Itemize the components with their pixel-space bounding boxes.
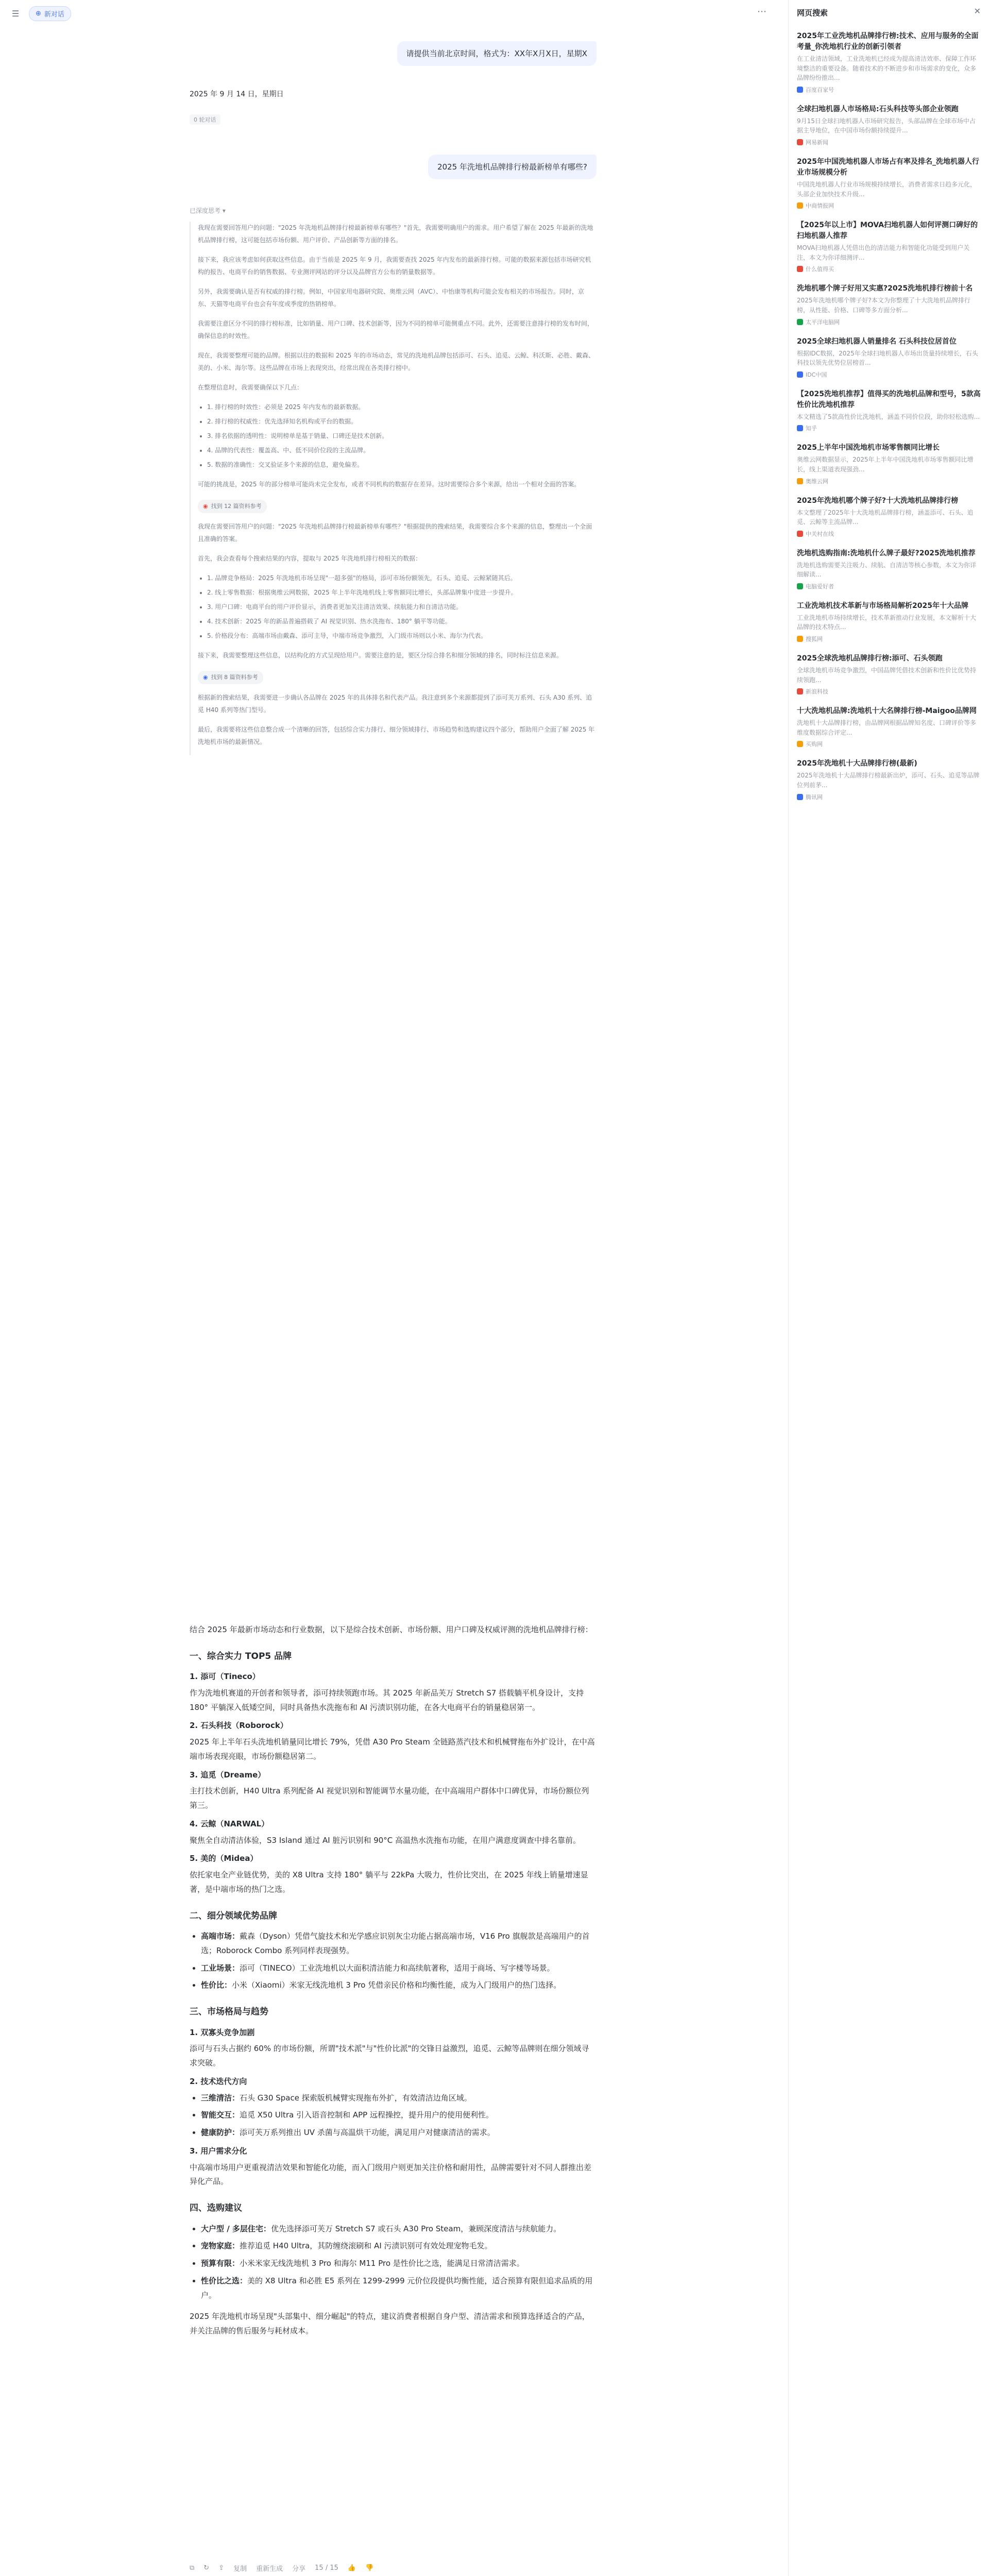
- think-paragraph: 我现在需要回答用户的问题："2025 年洗地机品牌排行榜最新榜单有哪些？"首先，我需要明确用户的需求。用户希望了解在 2025 年最新的洗地机品牌排行榜，这可能包括市场份额、用户评价、产品创新等方面的排名。: [198, 224, 593, 244]
- site-favicon-icon: [797, 319, 803, 325]
- result-snippet: MOVA扫地机器人凭借出色的清洁能力和智能化功能受到用户关注，本文为你详细测评...: [797, 244, 970, 261]
- result-title[interactable]: 洗地机哪个牌子好用又实惠?2025洗地机排行榜前十名: [797, 284, 973, 293]
- result-snippet: 工业洗地机市场持续增长，技术革新推动行业发展，本文解析十大品牌的技术特点...: [797, 614, 977, 631]
- result-title[interactable]: 2025年工业洗地机品牌排行榜:技术、应用与服务的全面考量_你洗地机行业的创新引领者: [797, 32, 979, 51]
- regenerate-label[interactable]: 重新生成: [256, 2565, 283, 2573]
- turn-tag: 0 轮对话: [190, 114, 220, 125]
- result-snippet: 洗地机十大品牌排行榜，由品牌网根据品牌知名度、口碑评价等多维度数据综合评定...: [797, 719, 977, 736]
- list-item: • 5. 价格段分布：高端市场由戴森、添可主导，中端市场竞争激烈，入门级市场则以小米、海尔为代表。: [207, 630, 596, 642]
- search-result-item[interactable]: [797, 336, 981, 379]
- item-name: 性价比之选：: [201, 2276, 248, 2285]
- site-favicon-icon: [797, 636, 803, 642]
- search-result-item[interactable]: [797, 31, 981, 94]
- list-item: [201, 2222, 596, 2236]
- plus-icon: ⊕: [36, 10, 41, 18]
- result-snippet: 根据IDC数据，2025年全球扫地机器人市场出货量持续增长，石头科技以领先优势位居榜首...: [797, 349, 978, 367]
- item-text: 中高端市场用户更重视清洁效果和智能化功能，而入门级用户则更加关注价格和耐用性，品牌需要针对不同人群推出差异化产品。: [190, 2162, 592, 2187]
- item-name: 性价比：: [201, 1980, 232, 1990]
- result-title[interactable]: 2025上半年中国洗地机市场零售额同比增长: [797, 444, 940, 452]
- list-item: • 4. 品牌的代表性：覆盖高、中、低不同价位段的主流品牌。: [207, 444, 596, 456]
- site-favicon-icon: [797, 202, 803, 209]
- search-result-item[interactable]: [797, 104, 981, 146]
- answer-outro: 2025 年洗地机市场呈现"头部集中、细分崛起"的特点，建议消费者根据自身户型、清洁需求和预算选择适合的产品，并关注品牌的售后服务与耗材成本。: [190, 2312, 590, 2335]
- item-text: 推荐追觅 H40 Ultra，其防缠绕滚刷和 AI 污渍识别可有效处理宠物毛发。: [240, 2241, 492, 2251]
- source-name: 什么值得买: [806, 266, 834, 273]
- think-paragraph: 可能的挑战是，2025 年的部分榜单可能尚未完全发布，或者不同机构的数据存在差异。这时需要综合多个来源，给出一个相对全面的答案。: [198, 481, 581, 488]
- result-title[interactable]: 2025年中国洗地机器人市场占有率及排名_洗地机器人行业市场规模分析: [797, 157, 979, 177]
- result-title[interactable]: 洗地机选购指南:洗地机什么牌子最好?2025洗地机推荐: [797, 549, 976, 557]
- item-text: 作为洗地机赛道的开创者和领导者，添可持续领跑市场。其 2025 年新品芙万 Stretch S7 搭载躺平机身设计，支持 180° 平躺深入低矮空间，同时具备热水洗拖布和 AI 污渍识别功能，在各大电商平台的销量稳居第一。: [190, 1688, 584, 1712]
- share-icon[interactable]: ⇪: [218, 2564, 225, 2572]
- think-paragraph: 我现在需要回答用户的问题："2025 年洗地机品牌排行榜最新榜单有哪些？"根据提供的搜索结果，我需要综合多个来源的信息，整理出一个全面且准确的答案。: [198, 523, 592, 543]
- item-name: 1. 双寡头竞争加剧: [190, 2027, 255, 2037]
- thinking-toggle[interactable]: 已深度思考 ▾: [190, 207, 226, 214]
- result-snippet: 9月15日全球扫地机器人市场研究报告，头部品牌在全球市场中占据主导地位，在中国市场份额持续提升...: [797, 117, 976, 134]
- result-snippet: 洗地机选购需要关注吸力、续航、自清洁等核心参数，本文为你详细解读...: [797, 561, 977, 579]
- result-source: [797, 477, 981, 485]
- item-name: 4. 云鲸（NARWAL）: [190, 1819, 269, 1828]
- result-title[interactable]: 【2025年以上市】MOVA扫地机器人如何评测口碑好的扫地机器人推荐: [797, 221, 978, 241]
- item-name: 工业场景：: [201, 1963, 240, 1973]
- source-name: 奥维云网: [806, 478, 828, 485]
- result-source: [797, 530, 981, 538]
- think-paragraph: 首先，我会查看每个搜索结果的内容，提取与 2025 年洗地机排行榜相关的数据：: [198, 555, 422, 562]
- search-result-item[interactable]: [797, 758, 981, 801]
- list-item: • 4. 技术创新：2025 年的新品普遍搭载了 AI 视觉识别、热水洗拖布、180° 躺平等功能。: [207, 615, 596, 628]
- result-source: [797, 138, 981, 146]
- item-text: 小米米家无线洗地机 3 Pro 和海尔 M11 Pro 是性价比之选，能满足日常清洁需求。: [240, 2259, 524, 2268]
- section-list: [201, 1929, 596, 1993]
- list-item: • 1. 品牌竞争格局：2025 年洗地机市场呈现"一超多强"的格局，添可市场份额领先，石头、追觅、云鲸紧随其后。: [207, 572, 596, 584]
- search-pill-label: 找到 8 篇资料参考: [211, 674, 258, 681]
- list-item: [201, 2239, 596, 2253]
- thumbs-down-icon[interactable]: 👎: [365, 2564, 374, 2572]
- site-favicon-icon: [797, 266, 803, 272]
- list-item: [201, 2091, 596, 2106]
- item-text: 添可芙万系列推出 UV 杀菌与高温烘干功能，满足用户对健康清洁的需求。: [240, 2128, 495, 2138]
- user-message: 请提供当前北京时间，格式为：XX年X月X日，星期X: [397, 41, 596, 66]
- search-result-item[interactable]: [797, 548, 981, 590]
- item-text: 主打技术创新，H40 Ultra 系列配备 AI 视觉识别和智能调节水量功能，在中高端用户群体中口碑优异，市场份额位列第三。: [190, 1786, 589, 1810]
- search-sources-pill[interactable]: [198, 500, 267, 513]
- sidebar-toggle-icon[interactable]: ☰: [11, 9, 20, 19]
- list-item: • 2. 线上零售数据：根据奥维云网数据，2025 年上半年洗地机线上零售额同比增长，头部品牌集中度进一步提升。: [207, 586, 596, 599]
- item-name: 智能交互：: [201, 2110, 240, 2120]
- result-snippet: 本文整理了2025年十大洗地机品牌排行榜，涵盖添可、石头、追觅、云鲸等主流品牌...: [797, 509, 974, 526]
- section-title: 二、细分领域优势品牌: [190, 1910, 277, 1921]
- result-snippet: 全球洗地机市场竞争激烈，中国品牌凭借技术创新和性价比优势持续领跑...: [797, 667, 977, 684]
- result-source: [797, 318, 981, 326]
- list-item: [201, 2257, 596, 2271]
- list-item: • 3. 排名依据的透明性：说明榜单是基于销量、口碑还是技术创新。: [207, 430, 596, 442]
- search-results: [797, 31, 981, 811]
- search-result-item[interactable]: [797, 496, 981, 538]
- site-favicon-icon: [797, 741, 803, 747]
- close-icon[interactable]: ✕: [974, 6, 981, 16]
- search-result-item[interactable]: [797, 157, 981, 210]
- item-name: 3. 用户需求分化: [190, 2146, 247, 2156]
- search-icon: ◉: [203, 674, 208, 681]
- source-name: 百度百家号: [806, 86, 834, 93]
- item-text: 追觅 X50 Ultra 引入语音控制和 APP 远程操控，提升用户的使用便利性。: [240, 2110, 493, 2120]
- result-snippet: 本文精选了5款高性价比洗地机，涵盖不同价位段，助你轻松选购...: [797, 413, 980, 420]
- result-title[interactable]: 2025全球洗地机品牌排行榜:添可、石头领跑: [797, 654, 943, 663]
- result-source: [797, 635, 981, 643]
- item-name: 宠物家庭：: [201, 2241, 240, 2251]
- item-text: 聚焦全自动清洁体验，S3 Island 通过 AI 脏污识别和 90°C 高温热水洗拖布功能，在用户满意度调查中排名靠前。: [190, 1835, 581, 1845]
- think-paragraph: 在整理信息时，我需要确保以下几点：: [198, 384, 303, 391]
- list-item: [201, 2274, 596, 2303]
- site-favicon-icon: [797, 371, 803, 378]
- think-paragraph: 接下来，我应该考虑如何获取这些信息。由于当前是 2025 年 9 月，我需要查找 2025 年内发布的最新排行榜。可能的数据来源包括市场研究机构的报告、电商平台的销售数据、专业测评网站的评分以及品牌官方公布的销量数据等。: [198, 256, 591, 276]
- site-favicon-icon: [797, 531, 803, 537]
- search-result-item[interactable]: [797, 220, 981, 273]
- search-result-item[interactable]: [797, 443, 981, 485]
- user-message-2: 2025 年洗地机品牌排行榜最新榜单有哪些?: [428, 155, 596, 179]
- thinking-content: [190, 222, 596, 755]
- section-list: [190, 1670, 596, 1897]
- sub-list: [201, 2091, 596, 2140]
- result-title[interactable]: 2025年洗地机十大品牌排行榜(最新): [797, 759, 917, 768]
- source-name: 中关村在线: [806, 530, 834, 537]
- result-title[interactable]: 2025年洗地机哪个牌子好?十大洗地机品牌排行榜: [797, 496, 959, 505]
- item-name: 3. 追觅（Dreame）: [190, 1770, 266, 1780]
- think-paragraph: 现在，我需要整理可能的品牌。根据以往的数据和 2025 年的市场动态，常见的洗地机品牌包括添可、石头、追觅、云鲸、科沃斯、必胜、戴森、美的、小米、海尔等。这些品牌在市场上表现突出，经常出现在各类排行榜中。: [198, 352, 595, 371]
- item-name: 健康防护：: [201, 2128, 240, 2138]
- result-snippet: 2025年洗地机十大品牌排行榜最新出炉，添可、石头、追觅等品牌位列前茅...: [797, 772, 980, 789]
- source-name: 电脑爱好者: [806, 583, 834, 590]
- item-name: 三维清洁：: [201, 2093, 240, 2103]
- copy-icon[interactable]: ⧉: [190, 2564, 195, 2572]
- top-toolbar: [8, 6, 71, 21]
- result-source: [797, 265, 981, 273]
- regenerate-icon[interactable]: ↻: [203, 2564, 210, 2572]
- result-snippet: 2025年洗地机哪个牌子好?本文为你整理了十大洗地机品牌排行榜，从性能、价格、口碑等多方面分析...: [797, 297, 970, 314]
- item-name: 预算有限：: [201, 2259, 240, 2268]
- more-options-icon[interactable]: ⋯: [757, 6, 768, 17]
- source-name: 新浪科技: [806, 688, 828, 696]
- item-name: 5. 美的（Midea）: [190, 1854, 258, 1863]
- section-title: 三、市场格局与趋势: [190, 2007, 268, 2018]
- list-item: • 1. 排行榜的时效性：必须是 2025 年内发布的最新数据。: [207, 401, 596, 413]
- item-name: 大户型 / 多层住宅：: [201, 2224, 271, 2233]
- item-text: 优先选择添可芙万 Stretch S7 或石头 A30 Pro Steam，兼顾深度清洁与续航能力。: [270, 2224, 561, 2233]
- item-text: 2025 年上半年石头洗地机销量同比增长 79%，凭借 A30 Pro Steam 全链路蒸汽技术和机械臂拖布外扩设计，在中高端市场表现亮眼，市场份额稳居第二。: [190, 1737, 595, 1761]
- think-paragraph: 根据新的搜索结果，我需要进一步确认各品牌在 2025 年的具体排名和代表产品。我注意到多个来源都提到了添可芙万系列、石头 A30 系列、追觅 H40 系列等热门型号。: [198, 694, 592, 714]
- think-paragraph: 接下来，我需要整理这些信息，以结构化的方式呈现给用户。需要注意的是，要区分综合排名和细分领域的排名，同时标注信息来源。: [198, 652, 563, 659]
- list-item: • 3. 用户口碑：电商平台的用户评价显示，消费者更加关注清洁效果、续航能力和自清洁功能。: [207, 601, 596, 613]
- result-title[interactable]: 2025全球扫地机器人销量排名 石头科技位居首位: [797, 337, 957, 346]
- list-item: • 5. 数据的准确性：交叉验证多个来源的信息，避免偏差。: [207, 459, 596, 471]
- search-result-item[interactable]: [797, 389, 981, 433]
- source-name: 太平洋电脑网: [806, 318, 840, 326]
- site-favicon-icon: [797, 478, 803, 484]
- item-name: 2. 技术迭代方向: [190, 2076, 247, 2086]
- result-source: [797, 201, 981, 210]
- think-paragraph: 最后，我需要将这些信息整合成一个清晰的回答，包括综合实力排行、细分领域排行、市场趋势和选购建议四个部分，帮助用户全面了解 2025 年洗地机市场的最新情况。: [198, 726, 595, 745]
- source-name: 网易新闻: [806, 139, 828, 146]
- site-favicon-icon: [797, 139, 803, 145]
- item-name: 高端市场：: [201, 1931, 240, 1941]
- search-pill-label: 找到 12 篇资料参考: [211, 503, 262, 510]
- source-name: 知乎: [806, 425, 817, 432]
- think-list: [207, 401, 596, 471]
- section-title: 一、综合实力 TOP5 品牌: [190, 1651, 292, 1662]
- list-item: [201, 1978, 596, 1993]
- site-favicon-icon: [797, 583, 803, 589]
- page-count: 15 / 15: [315, 2564, 338, 2572]
- item-text: 石头 G30 Space 探索版机械臂实现拖布外扩，有效清洁边角区域。: [240, 2093, 472, 2103]
- source-name: 搜狐网: [806, 636, 823, 643]
- source-name: 买购网: [806, 741, 823, 748]
- result-source: [797, 687, 981, 696]
- web-search-panel: [788, 0, 989, 2576]
- site-favicon-icon: [797, 87, 803, 93]
- section-list: [190, 2026, 596, 2190]
- panel-title: 网页搜索: [797, 8, 828, 18]
- list-item: [201, 1961, 596, 1976]
- list-item: • 2. 排行榜的权威性：优先选择知名机构或平台的数据。: [207, 415, 596, 428]
- search-result-item[interactable]: [797, 283, 981, 326]
- answer-intro: 结合 2025 年最新市场动态和行业数据，以下是综合技术创新、市场份额、用户口碑及权威评测的洗地机品牌排行榜：: [190, 1625, 593, 1634]
- new-chat-button[interactable]: [29, 6, 71, 21]
- result-source: [797, 582, 981, 590]
- think-list: [207, 572, 596, 642]
- think-paragraph: 另外，我需要确认是否有权威的排行榜。例如，中国家用电器研究院、奥维云网（AVC）、中怡康等机构可能会发布相关的市场报告。同时，京东、天猫等电商平台也会有年度或季度的热销榜单。: [198, 288, 585, 308]
- result-snippet: 中国洗地机器人行业市场规模持续增长，消费者需求日趋多元化，头部企业加快技术升级...: [797, 180, 977, 198]
- list-item: [201, 2108, 596, 2123]
- item-text: 美的 X8 Ultra 和必胜 E5 系列在 1299-2999 元价位段提供均衡性能，适合预算有限但追求品质的用户。: [201, 2276, 593, 2300]
- section-title: 四、选购建议: [190, 2203, 242, 2214]
- result-source: [797, 793, 981, 801]
- think-paragraph: 我需要注意区分不同的排行榜标准，比如销量、用户口碑、技术创新等，因为不同的榜单可能侧重点不同。此外，还需要注意排行榜的发布时间，确保信息的时效性。: [198, 320, 594, 340]
- copy-label[interactable]: 复制: [233, 2565, 247, 2573]
- date-answer: 2025 年 9 月 14 日，星期日: [190, 90, 284, 98]
- site-favicon-icon: [797, 425, 803, 431]
- search-icon: ◉: [203, 503, 208, 510]
- new-chat-label: 新对话: [44, 11, 64, 19]
- result-title[interactable]: 【2025洗地机推荐】值得买的洗地机品牌和型号，5款高性价比洗地机推荐: [797, 389, 981, 409]
- source-name: 中商情报网: [806, 202, 834, 210]
- result-title[interactable]: 十大洗地机品牌:洗地机十大名牌排行榜-Maigoo品牌网: [797, 707, 977, 716]
- result-title[interactable]: 全球扫地机器人市场格局:石头科技等头部企业领跑: [797, 105, 959, 113]
- answer-content: [190, 1623, 596, 2338]
- result-source: [797, 740, 981, 748]
- search-result-item[interactable]: [797, 653, 981, 696]
- item-text: 依托家电全产业链优势，美的 X8 Ultra 支持 180° 躺平与 22kPa 大吸力，性价比突出，在 2025 年线上销量增速显著，是中端市场的热门之选。: [190, 1870, 588, 1894]
- search-result-item[interactable]: [797, 706, 981, 748]
- site-favicon-icon: [797, 794, 803, 800]
- result-title[interactable]: 工业洗地机技术革新与市场格局解析2025年十大品牌: [797, 601, 968, 610]
- search-sources-pill[interactable]: [198, 671, 263, 684]
- result-source: [797, 370, 981, 379]
- result-source: [797, 86, 981, 94]
- search-result-item[interactable]: [797, 601, 981, 643]
- item-text: 添可（TINECO）工业洗地机以大面积清洁能力和高续航著称，适用于商场、写字楼等场景。: [240, 1963, 555, 1973]
- item-text: 戴森（Dyson）凭借气旋技术和光学感应识别灰尘功能占据高端市场，V16 Pro 旗舰款是高端用户的首选；Roborock Combo 系列同样表现强势。: [201, 1931, 590, 1955]
- source-name: IDC中国: [806, 371, 827, 378]
- list-item: [201, 2126, 596, 2140]
- item-name: 1. 添可（Tineco）: [190, 1672, 260, 1682]
- thumbs-up-icon[interactable]: 👍: [347, 2564, 356, 2572]
- result-source: [797, 424, 981, 432]
- item-name: 2. 石头科技（Roborock）: [190, 1721, 288, 1731]
- item-text: 添可与石头占据约 60% 的市场份额，所谓"技术派"与"性价比派"的交锋日益激烈，追觅、云鲸等品牌则在细分领域寻求突破。: [190, 2044, 589, 2068]
- result-snippet: 奥维云网数据显示，2025年上半年中国洗地机市场零售额同比增长，线上渠道表现强劲...: [797, 456, 974, 473]
- share-label[interactable]: 分享: [292, 2565, 306, 2573]
- item-text: 小米（Xiaomi）米家无线洗地机 3 Pro 凭借亲民价格和均衡性能，成为入门级用户的热门选择。: [232, 1980, 561, 1990]
- message-actions: [190, 2563, 373, 2573]
- result-snippet: 在工业清洁领域，工业洗地机已经成为提高清洁效率、保障工作环境整洁的重要设备。随着技术的不断进步和市场需求的变化，众多品牌纷纷推出...: [797, 55, 977, 82]
- list-item: [201, 1929, 596, 1958]
- section-list: [201, 2222, 596, 2303]
- source-name: 腾讯网: [806, 793, 823, 801]
- site-favicon-icon: [797, 688, 803, 694]
